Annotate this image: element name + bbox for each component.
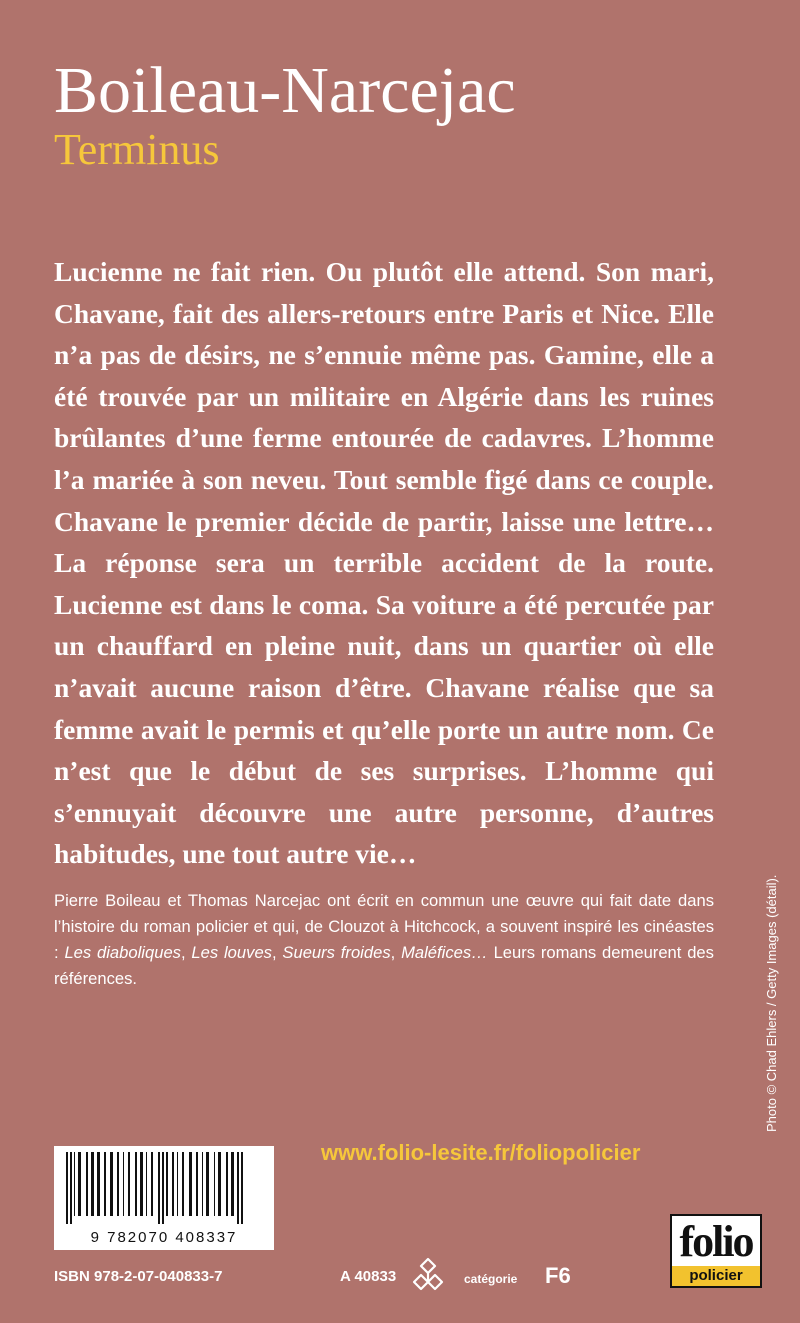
barcode-bar	[237, 1152, 239, 1224]
book-title: Terminus	[54, 125, 220, 174]
barcode-bar	[146, 1152, 147, 1216]
barcode-bar	[158, 1152, 160, 1224]
barcode-bar	[78, 1152, 81, 1216]
barcode-bar	[123, 1152, 124, 1216]
catalog-code: A 40833	[340, 1268, 397, 1285]
barcode-bar	[226, 1152, 228, 1216]
barcode-bar	[135, 1152, 137, 1216]
bio-outro: Leurs romans demeurent des références.	[54, 943, 714, 988]
author-bio	[54, 888, 714, 992]
barcode-number: 9 782070 408337	[90, 1229, 238, 1246]
bio-separator: ,	[390, 943, 402, 962]
barcode-bar	[231, 1152, 234, 1216]
barcode-bar	[91, 1152, 94, 1216]
bio-intro: Pierre Boileau et Thomas Narcejac ont écrit en commun une œuvre qui fait date dans l’histoire du roman policier et qui, de Clouzot à Hitchcock, a souvent inspiré les cinéastes :	[54, 891, 714, 962]
book-author: Boileau-Narcejac	[54, 54, 516, 127]
website-link[interactable]: www.folio-lesite.fr/foliopolicier	[321, 1140, 641, 1165]
category-code: F6	[545, 1263, 571, 1288]
barcode-bar	[172, 1152, 174, 1216]
synopsis-text: Lucienne ne fait rien. Ou plutôt elle attend. Son mari, Chavane, fait des allers-retours entre Paris et Nice. Elle n’a pas de désirs, ne s’ennuie même pas. Gamine, elle a été trouvée par un militaire en Algérie dans les ruines brûlantes d’une ferme entourée de cadavres. L’homme l’a mariée à son neveu. Tout semble figé dans ce couple. Chavane le premier décide de partir, laisse une lettre… La réponse sera un terrible accident de la route. Lucienne est dans le coma. Sa voiture a été percutée par un chauffard en pleine nuit, dans un quartier où elle n’avait aucune raison d’être. Chavane réalise que sa femme avait le permis et qu’elle porte un autre nom. Ce n’est que le début de ses surprises. L’homme qui s’ennuyait découvre une autre personne, d’autres habitudes, une tout autre vie…	[54, 256, 714, 870]
barcode-bar	[104, 1152, 106, 1216]
logo-subtitle: policier	[672, 1266, 760, 1286]
barcode-bar	[218, 1152, 221, 1216]
isbn: ISBN 978-2-07-040833-7	[54, 1268, 223, 1285]
barcode-bar	[128, 1152, 130, 1216]
bio-separator: ,	[271, 943, 283, 962]
film-title: Les diaboliques	[64, 943, 181, 962]
film-title: Les louves	[191, 943, 272, 962]
film-title: Maléfices…	[401, 943, 488, 962]
barcode-bar	[182, 1152, 184, 1216]
barcode-bar	[140, 1152, 143, 1216]
barcode-bar	[151, 1152, 153, 1216]
barcode	[54, 1146, 274, 1250]
barcode-bar	[66, 1152, 68, 1224]
barcode-bar	[206, 1152, 209, 1216]
logo-word: folio	[679, 1217, 753, 1266]
barcode-bar	[214, 1152, 215, 1216]
folio-policier-logo	[670, 1214, 762, 1288]
category-label: catégorie	[464, 1272, 518, 1286]
bio-separator: ,	[180, 943, 192, 962]
barcode-bar	[70, 1152, 72, 1224]
barcode-bar	[117, 1152, 119, 1216]
barcode-bar	[177, 1152, 178, 1216]
barcode-bar	[241, 1152, 243, 1224]
photo-credit: Photo © Chad Ehlers / Getty Images (détail).	[764, 874, 779, 1132]
barcode-bar	[97, 1152, 100, 1216]
barcode-bar	[189, 1152, 192, 1216]
barcode-bars	[62, 1152, 266, 1224]
barcode-bar	[196, 1152, 198, 1216]
film-title: Sueurs froides	[282, 943, 391, 962]
barcode-bar	[110, 1152, 113, 1216]
barcode-bar	[86, 1152, 88, 1216]
barcode-bar	[202, 1152, 203, 1216]
barcode-bar	[162, 1152, 164, 1224]
folio-emblem-icon	[405, 1256, 451, 1292]
barcode-bar	[74, 1152, 75, 1216]
barcode-bar	[166, 1152, 168, 1216]
